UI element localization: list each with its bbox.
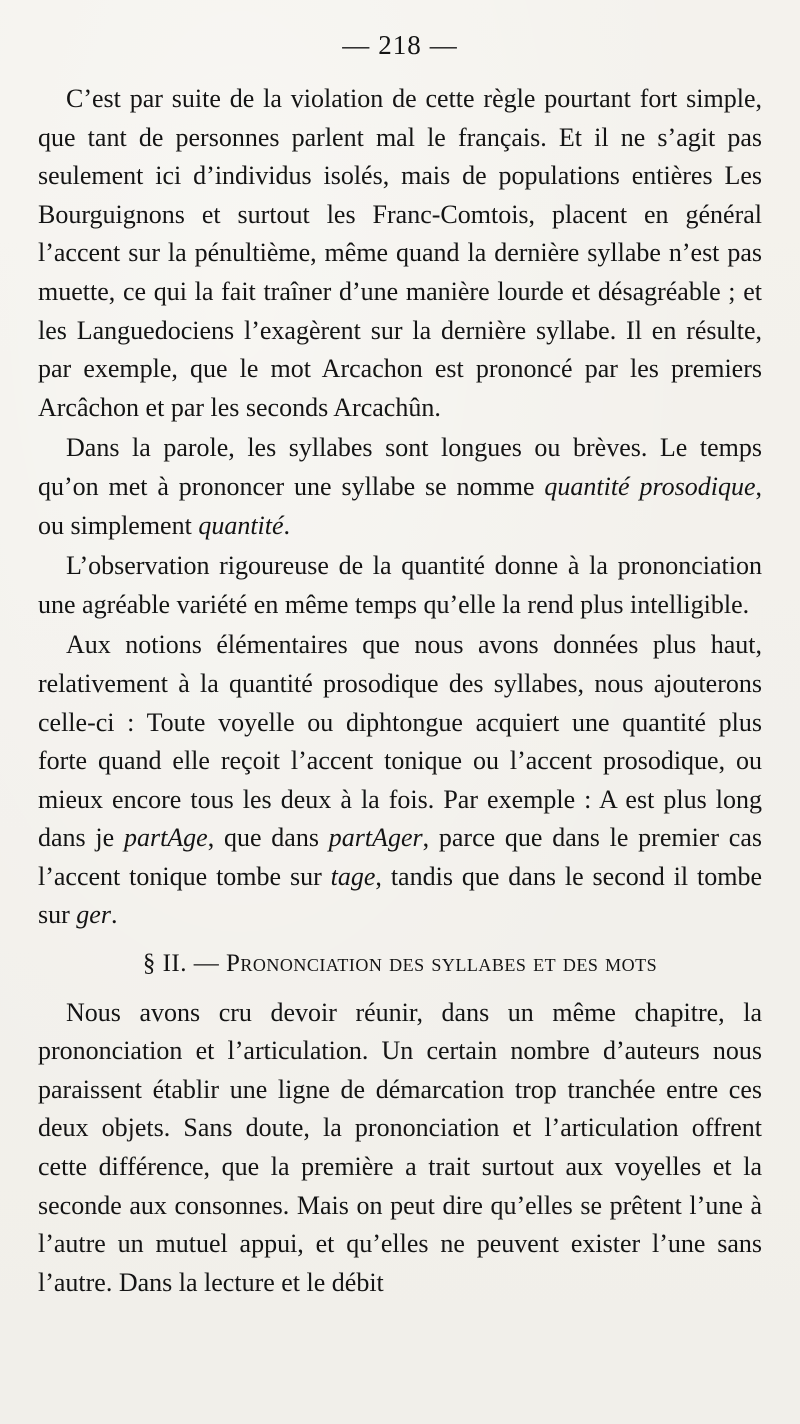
section-heading — [38, 945, 762, 984]
page-number-dash-right: — — [429, 30, 458, 60]
paragraph-text: Dans la parole, les syllabes sont longues ou brèves. Le temps qu’on met à prononcer une syllabe se nomme — [38, 433, 762, 501]
paragraph-text: , parce que dans le premier cas l’accent tonique tombe sur — [38, 823, 762, 891]
section-number: § II. — [142, 950, 187, 978]
paragraph-text: , tandis que dans le second il tombe sur — [38, 861, 762, 930]
paragraph-observation — [38, 547, 762, 624]
paragraph-text: L’observation rigoureuse de la quantité donne à la prononciation une agréable variété en même temps qu’elle la rend plus intelligible. — [38, 551, 762, 619]
page-number-dash-left: — — [342, 30, 371, 60]
page-number-value: 218 — [378, 30, 422, 60]
italic-term: quantité — [198, 510, 284, 540]
italic-example: tage — [330, 861, 376, 891]
italic-example: partAge — [123, 823, 208, 853]
paragraph-text: Aux notions élémentaires que nous avons données plus haut, relativement à la quantité prosodique des syllabes, nous ajouterons celle-ci : Toute voyelle ou diphtongue acquiert une quantité plus forte quand elle reçoit l’accent tonique ou l’accent prosodique, ou mieux encore tous les deux à la fois. Par exemple : A est plus long dans je — [38, 630, 762, 853]
italic-example: partAger — [328, 823, 423, 853]
paragraph-accent-errors — [38, 80, 762, 427]
paragraph-text: . — [283, 510, 291, 540]
paragraph-elementary-notions — [38, 626, 762, 935]
section-title: Prononciation des syllabes et des mots — [225, 950, 658, 978]
italic-term: quantité prosodique — [544, 471, 756, 501]
paragraph-text: . — [110, 900, 118, 930]
page-number — [0, 30, 800, 61]
paragraph-text: C’est par suite de la violation de cette règle pourtant fort simple, que tant de personnes parlent mal le français. Et il ne s’agit pas seulement ici d’individus isolés, mais de populations entières Les Bourguignons et surtout les Franc-Comtois, placent en général l’accent sur la pénultième, même quand la dernière syllabe n’est pas muette, ce qui la fait traîner d’une manière lourde et désagréable ; et les Languedociens l’exagèrent sur la dernière syllabe. Il en résulte, par exemple, que le mot Arcachon est prononcé par les premiers Arcâchon et par les seconds Arcachûn. — [38, 84, 762, 422]
paragraph-pronunciation-articulation — [38, 994, 762, 1303]
paragraph-text: , ou simplement — [38, 471, 762, 540]
paragraph-text: , que dans — [207, 823, 329, 853]
page-body — [38, 80, 762, 1302]
section-dash: — — [193, 950, 220, 978]
paragraph-text: Nous avons cru devoir réunir, dans un même chapitre, la prononciation et l’articulation. Un certain nombre d’auteurs nous paraissent établir une ligne de démarcation trop tranchée entre ces deux objets. Sans doute, la prononciation et l’articulation offrent cette différence, que la première a trait surtout aux voyelles et la seconde aux consonnes. Mais on peut dire qu’elles se prêtent l’une à l’autre un mutuel appui, et qu’elles ne peuvent exister l’une sans l’autre. Dans la lecture et le débit — [38, 997, 762, 1297]
paragraph-quantity-definition — [38, 429, 762, 545]
italic-example: ger — [76, 900, 111, 930]
